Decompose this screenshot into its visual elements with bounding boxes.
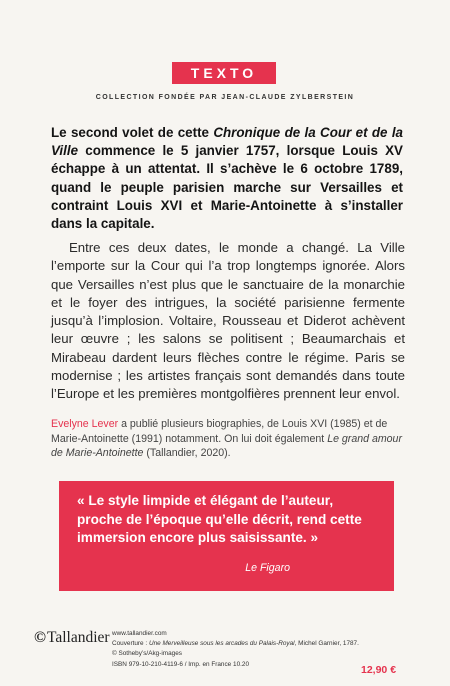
collection-brand-label: TEXTO [172, 62, 276, 84]
lead-paragraph [51, 124, 403, 233]
lead-text-end: commence le 5 janvier 1757, lorsque Louis XV échappe à un attentat. Il s’achève le 6 octobre 1789, quand le peuple parisien marche sur Versailles et contraint Louis XVI et Marie-Antoinette à s’installer dans la capitale. [51, 143, 403, 232]
image-copyright: © Sotheby’s/Akg-images [112, 650, 182, 658]
cover-credit [112, 639, 412, 649]
press-quote-box [59, 481, 394, 591]
publisher-logo [34, 629, 110, 647]
author-book-title: Le grand amour de Marie-Antoinette [51, 432, 402, 460]
cover-credit-suffix: , Michel Garnier, 1787. [294, 640, 359, 648]
author-name: Evelyne Lever [51, 418, 119, 430]
press-quote-text: « Le style limpide et élégant de l’auteur, proche de l’époque qu’elle décrit, rend cette immersion encore plus saisissante. » [77, 493, 362, 546]
publisher-website: www.tallandier.com [112, 630, 167, 637]
press-quote-source: Le Figaro [245, 562, 290, 574]
cover-artwork-title: Une Merveilleuse sous les arcades du Palais-Royal [148, 640, 295, 648]
author-bio-text: a publié plusieurs biographies, de Louis XVI (1985) et de Marie-Antoinette (1991) notamment. On lui doit également [51, 418, 388, 445]
isbn-line: ISBN 979-10-210-4119-6 / Imp. en France 10.20 [112, 660, 250, 668]
author-bio [51, 417, 405, 461]
price-label: 12,90 € [361, 664, 397, 676]
book-series-title: Chronique de la Cour et de la Ville [51, 125, 403, 159]
cover-credit-prefix: Couverture : [112, 640, 149, 648]
collection-founder-line: COLLECTION FONDÉE PAR JEAN-CLAUDE ZYLBERSTEIN [95, 94, 355, 101]
publisher-mark-icon: © [34, 629, 46, 646]
author-bio-end: (Tallandier, 2020). [143, 447, 231, 460]
publisher-name: Tallandier [46, 629, 110, 646]
lead-text-start: Le second volet de cette [51, 125, 214, 140]
summary-paragraph: Entre ces deux dates, le monde a changé. La Ville l’emporte sur la Cour qui l’a trop longtemps ignorée. Alors que Versailles n’est plus que le sanctuaire de la monarchie et le foyer des intrigues, la société parisienne fermente jusqu’à l’implosion. Voltaire, Rousseau et Diderot achèvent leur œuvre ; les salons se politisent ; Beaumarchais et Mirabeau dardent leurs flèches contre le régime. Paris se modernise ; les artistes français sont demandés dans toute l’Europe et les premières montgolfières prennent leur envol. [51, 240, 405, 402]
